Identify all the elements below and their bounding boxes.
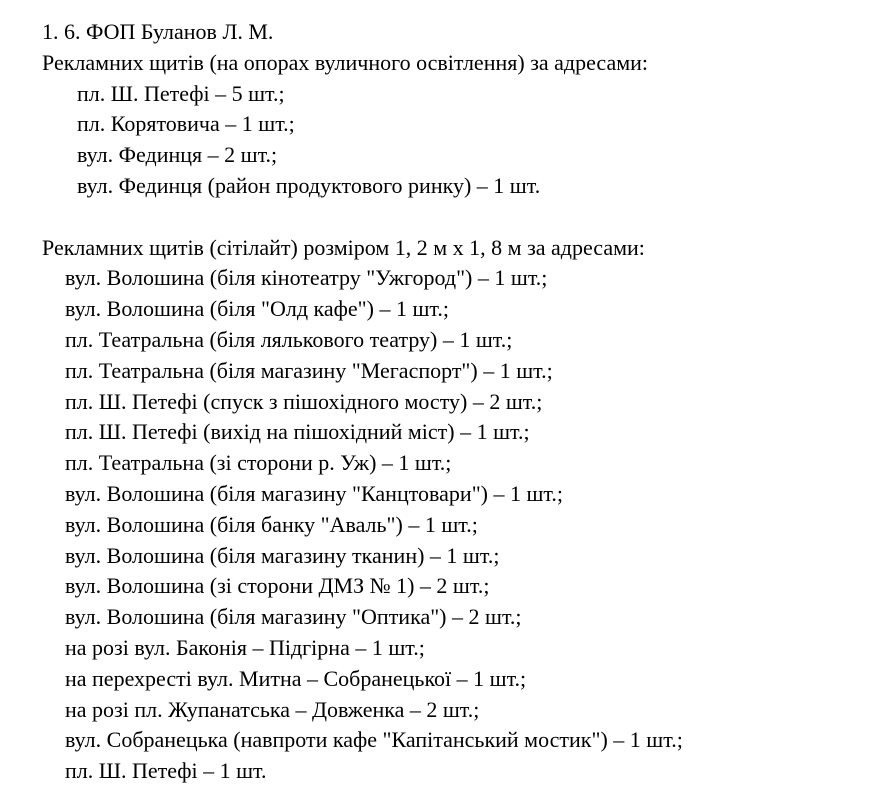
section2-header: Рекламних щитів (сітілайт) розміром 1, 2 м х 1, 8 м за адресами:: [42, 234, 645, 260]
section2-item: вул. Волошина (біля магазину тканин) – 1 шт.;: [65, 542, 500, 568]
section2-item: на перехресті вул. Митна – Собранецької – 1 шт.;: [65, 665, 527, 691]
section2-item: пл. Ш. Петефі (спуск з пішохідного мосту) – 2 шт.;: [65, 388, 543, 414]
section2-item: вул. Собранецька (навпроти кафе "Капітанський мостик") – 1 шт.;: [65, 727, 683, 753]
section2-item: вул. Волошина (біля "Олд кафе") – 1 шт.;: [65, 296, 449, 322]
section2-item: вул. Волошина (біля магазину "Канцтовари") – 1 шт.;: [65, 480, 564, 506]
section2-item: пл. Ш. Петефі – 1 шт.: [65, 758, 267, 784]
section2-item: пл. Ш. Петефі (вихід на пішохідний міст) – 1 шт.;: [65, 419, 530, 445]
section2-item: на розі вул. Баконія – Підгірна – 1 шт.;: [65, 634, 425, 660]
section2-item: пл. Театральна (зі сторони р. Уж) – 1 шт.;: [65, 450, 452, 476]
section2-item: вул. Волошина (зі сторони ДМЗ № 1) – 2 шт.;: [65, 573, 490, 599]
section2-item: вул. Волошина (біля кінотеатру "Ужгород") – 1 шт.;: [65, 265, 548, 291]
section2-item: вул. Волошина (біля магазину "Оптика") – 2 шт.;: [65, 604, 522, 630]
section1-item: вул. Фединця (район продуктового ринку) – 1 шт.: [77, 172, 541, 198]
section1-item: пл. Ш. Петефі – 5 шт.;: [77, 80, 285, 106]
section2-item: пл. Театральна (біля магазину "Мегаспорт") – 1 шт.;: [65, 357, 553, 383]
section1-header: Рекламних щитів (на опорах вуличного освітлення) за адресами:: [42, 49, 649, 75]
entry-title: 1. 6. ФОП Буланов Л. М.: [42, 19, 274, 44]
section2-item: пл. Театральна (біля лялькового театру) – 1 шт.;: [65, 326, 513, 352]
section2-item: вул. Волошина (біля банку "Аваль") – 1 шт.;: [65, 511, 478, 537]
section1-item: вул. Фединця – 2 шт.;: [77, 142, 278, 168]
section2-item: на розі пл. Жупанатська – Довженка – 2 шт.;: [65, 696, 480, 722]
blank-line: [42, 202, 863, 233]
section1-item: пл. Корятовича – 1 шт.;: [77, 111, 295, 137]
